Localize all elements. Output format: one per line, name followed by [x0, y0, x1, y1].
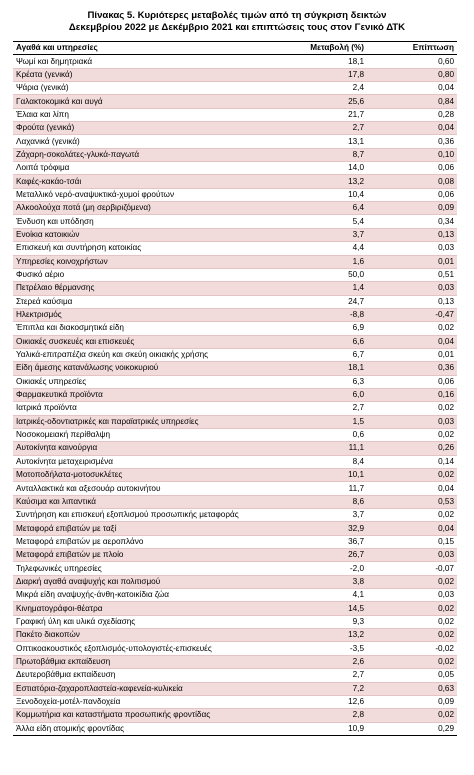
cell-item: Μικρά είδη αναψυχής-άνθη-κατοικίδια ζώα — [13, 589, 277, 602]
cell-change: 6,9 — [277, 322, 367, 335]
table-row — [13, 655, 457, 668]
cell-impact: 0,15 — [367, 535, 457, 548]
cell-impact: 0,08 — [367, 175, 457, 188]
cell-item: Λοιπά τρόφιμα — [13, 162, 277, 175]
cell-item: Κομμωτήρια και καταστήματα προσωπικής φροντίδας — [13, 709, 277, 722]
table-row — [13, 442, 457, 455]
cell-change: 1,4 — [277, 282, 367, 295]
cell-item: Καύσιμα και λιπαντικά — [13, 495, 277, 508]
cell-impact: 0,02 — [367, 629, 457, 642]
table-row — [13, 228, 457, 241]
cell-change: 5,4 — [277, 215, 367, 228]
cell-impact: 0,09 — [367, 202, 457, 215]
cell-item: Αυτοκίνητα μεταχειρισμένα — [13, 455, 277, 468]
cell-change: 4,4 — [277, 242, 367, 255]
cell-item: Μεταφορά επιβατών με πλοίο — [13, 549, 277, 562]
cell-item: Ενοίκια κατοικιών — [13, 228, 277, 241]
table-row — [13, 549, 457, 562]
table-row — [13, 562, 457, 575]
cell-impact: 0,84 — [367, 95, 457, 108]
cell-impact: 0,02 — [367, 402, 457, 415]
cell-item: Ψάρια (γενικά) — [13, 82, 277, 95]
cell-impact: 0,02 — [367, 615, 457, 628]
cell-impact: 0,03 — [367, 242, 457, 255]
table-row — [13, 455, 457, 468]
cell-impact: 0,36 — [367, 362, 457, 375]
table-row — [13, 402, 457, 415]
cell-change: -8,8 — [277, 308, 367, 321]
cell-change: 10,4 — [277, 188, 367, 201]
table-row — [13, 348, 457, 361]
table-row — [13, 55, 457, 68]
cell-change: 6,0 — [277, 388, 367, 401]
price-changes-table — [13, 41, 457, 736]
cell-change: 24,7 — [277, 295, 367, 308]
cell-impact: 0,29 — [367, 722, 457, 735]
cell-item: Εστιατόρια-ζαχαροπλαστεία-καφενεία-κυλικεία — [13, 682, 277, 695]
cell-item: Διαρκή αγαθά αναψυχής και πολιτισμού — [13, 575, 277, 588]
cell-item: Στερεά καύσιμα — [13, 295, 277, 308]
cell-impact: 0,02 — [367, 655, 457, 668]
cell-change: 8,7 — [277, 148, 367, 161]
cell-impact: 0,26 — [367, 442, 457, 455]
table-row — [13, 82, 457, 95]
cell-impact: 0,01 — [367, 255, 457, 268]
cell-change: 3,8 — [277, 575, 367, 588]
table-row — [13, 589, 457, 602]
title-line-1: Πίνακας 5. Κυριότερες μεταβολές τιμών από τη σύγκριση δεικτών — [87, 10, 387, 21]
cell-change: 2,7 — [277, 669, 367, 682]
cell-change: -2,0 — [277, 562, 367, 575]
cell-change: 50,0 — [277, 268, 367, 281]
header-change-percent: Μεταβολή (%) — [277, 42, 367, 55]
cell-item: Είδη άμεσης κατανάλωσης νοικοκυριού — [13, 362, 277, 375]
table-row — [13, 162, 457, 175]
cell-change: 13,1 — [277, 135, 367, 148]
cell-impact: 0,04 — [367, 335, 457, 348]
cell-change: 10,1 — [277, 469, 367, 482]
cell-impact: 0,53 — [367, 495, 457, 508]
table-row — [13, 522, 457, 535]
cell-change: 2,8 — [277, 709, 367, 722]
table-header — [13, 42, 457, 55]
table-row — [13, 242, 457, 255]
cell-change: 3,7 — [277, 228, 367, 241]
table-row — [13, 709, 457, 722]
cell-item: Έλαια και λίπη — [13, 108, 277, 121]
cell-item: Λαχανικά (γενικά) — [13, 135, 277, 148]
cell-item: Ένδυση και υπόδηση — [13, 215, 277, 228]
cell-impact: 0,04 — [367, 82, 457, 95]
cell-change: 1,6 — [277, 255, 367, 268]
cell-item: Οικιακές υπηρεσίες — [13, 375, 277, 388]
cell-change: 11,1 — [277, 442, 367, 455]
cell-item: Ψωμί και δημητριακά — [13, 55, 277, 68]
cell-item: Αυτοκίνητα καινούργια — [13, 442, 277, 455]
cell-item: Αλκοολούχα ποτά (μη σερβιριζόμενα) — [13, 202, 277, 215]
cell-change: 25,6 — [277, 95, 367, 108]
cell-item: Φαρμακευτικά προϊόντα — [13, 388, 277, 401]
cell-change: 14,5 — [277, 602, 367, 615]
cell-impact: 0,80 — [367, 68, 457, 81]
cell-change: 6,3 — [277, 375, 367, 388]
cell-impact: 0,05 — [367, 669, 457, 682]
cell-change: 3,7 — [277, 509, 367, 522]
table-row — [13, 722, 457, 735]
cell-change: 18,1 — [277, 55, 367, 68]
table-row — [13, 615, 457, 628]
table-row — [13, 535, 457, 548]
cell-impact: 0,16 — [367, 388, 457, 401]
cell-change: 21,7 — [277, 108, 367, 121]
cell-change: 0,6 — [277, 428, 367, 441]
cell-item: Νοσοκομειακή περίθαλψη — [13, 428, 277, 441]
cell-impact: 0,51 — [367, 268, 457, 281]
table-row — [13, 322, 457, 335]
table-row — [13, 308, 457, 321]
table-row — [13, 148, 457, 161]
cell-item: Μεταφορά επιβατών με αεροπλάνο — [13, 535, 277, 548]
cell-item: Καφές-κακάο-τσάι — [13, 175, 277, 188]
cell-impact: 0,02 — [367, 322, 457, 335]
cell-item: Ανταλλακτικά και αξεσουάρ αυτοκινήτου — [13, 482, 277, 495]
cell-impact: 0,36 — [367, 135, 457, 148]
cell-item: Υαλικά-επιτραπέζια σκεύη και σκεύη οικιακής χρήσης — [13, 348, 277, 361]
cell-impact: 0,63 — [367, 682, 457, 695]
cell-item: Κινηματογράφοι-θέατρα — [13, 602, 277, 615]
cell-item: Τηλεφωνικές υπηρεσίες — [13, 562, 277, 575]
cell-change: 2,7 — [277, 122, 367, 135]
cell-change: 1,5 — [277, 415, 367, 428]
cell-impact: 0,04 — [367, 522, 457, 535]
table-row — [13, 375, 457, 388]
cell-item: Ξενοδοχεία-μοτέλ-πανδοχεία — [13, 695, 277, 708]
cell-change: 18,1 — [277, 362, 367, 375]
table-row — [13, 415, 457, 428]
table-row — [13, 68, 457, 81]
cell-item: Κρέατα (γενικά) — [13, 68, 277, 81]
cell-impact: 0,02 — [367, 428, 457, 441]
cell-impact: 0,06 — [367, 188, 457, 201]
table-row — [13, 268, 457, 281]
table-row — [13, 108, 457, 121]
cell-item: Συντήρηση και επισκευή εξοπλισμού προσωπικής μεταφοράς — [13, 509, 277, 522]
cell-item: Έπιπλα και διακοσμητικά είδη — [13, 322, 277, 335]
table-body — [13, 55, 457, 736]
table-row — [13, 602, 457, 615]
cell-item: Πρωτοβάθμια εκπαίδευση — [13, 655, 277, 668]
table-row — [13, 695, 457, 708]
table-row — [13, 188, 457, 201]
cell-change: 12,6 — [277, 695, 367, 708]
cell-item: Ηλεκτρισμός — [13, 308, 277, 321]
cell-item: Πετρέλαιο θέρμανσης — [13, 282, 277, 295]
cell-item: Ιατρικά προϊόντα — [13, 402, 277, 415]
cell-impact: 0,03 — [367, 589, 457, 602]
cell-impact: -0,07 — [367, 562, 457, 575]
cell-item: Ζάχαρη-σοκολάτες-γλυκά-παγωτά — [13, 148, 277, 161]
cell-impact: 0,02 — [367, 602, 457, 615]
table-row — [13, 669, 457, 682]
table-row — [13, 682, 457, 695]
cell-impact: -0,47 — [367, 308, 457, 321]
cell-impact: 0,60 — [367, 55, 457, 68]
cell-impact: 0,13 — [367, 228, 457, 241]
cell-impact: 0,14 — [367, 455, 457, 468]
cell-impact: 0,04 — [367, 482, 457, 495]
table-row — [13, 495, 457, 508]
table-row — [13, 575, 457, 588]
cell-change: 2,7 — [277, 402, 367, 415]
cell-change: 10,9 — [277, 722, 367, 735]
cell-item: Άλλα είδη ατομικής φροντίδας — [13, 722, 277, 735]
cell-item: Ιατρικές-οδοντιατρικές και παραϊατρικές υπηρεσίες — [13, 415, 277, 428]
cell-change: 9,3 — [277, 615, 367, 628]
cell-impact: 0,06 — [367, 162, 457, 175]
cell-item: Φυσικό αέριο — [13, 268, 277, 281]
header-goods-services: Αγαθά και υπηρεσίες — [13, 42, 277, 55]
cell-impact: 0,03 — [367, 282, 457, 295]
cell-change: -3,5 — [277, 642, 367, 655]
cell-item: Δευτεροβάθμια εκπαίδευση — [13, 669, 277, 682]
cell-impact: 0,06 — [367, 375, 457, 388]
cell-impact: 0,02 — [367, 509, 457, 522]
cell-item: Οπτικοακουστικός εξοπλισμός-υπολογιστές-επισκευές — [13, 642, 277, 655]
table-row — [13, 362, 457, 375]
table-row — [13, 255, 457, 268]
table-row — [13, 482, 457, 495]
cell-change: 13,2 — [277, 175, 367, 188]
cell-impact: 0,10 — [367, 148, 457, 161]
cell-item: Μεταφορά επιβατών με ταξί — [13, 522, 277, 535]
cell-impact: 0,02 — [367, 709, 457, 722]
cell-impact: 0,13 — [367, 295, 457, 308]
cell-impact: 0,01 — [367, 348, 457, 361]
table-title — [0, 0, 474, 34]
cell-change: 13,2 — [277, 629, 367, 642]
cell-change: 6,7 — [277, 348, 367, 361]
table-row — [13, 95, 457, 108]
cell-item: Γραφική ύλη και υλικά σχεδίασης — [13, 615, 277, 628]
cell-change: 17,8 — [277, 68, 367, 81]
table-row — [13, 282, 457, 295]
cell-item: Μοτοποδήλατα-μοτοσυκλέτες — [13, 469, 277, 482]
cell-change: 2,6 — [277, 655, 367, 668]
cell-item: Φρούτα (γενικά) — [13, 122, 277, 135]
cell-impact: 0,02 — [367, 575, 457, 588]
table-row — [13, 428, 457, 441]
table-row — [13, 175, 457, 188]
title-line-2: Δεκεμβρίου 2022 με Δεκέμβριο 2021 και επιπτώσεις τους στον Γενικό ΔΤΚ — [68, 22, 406, 33]
table-row — [13, 388, 457, 401]
table-row — [13, 469, 457, 482]
header-row — [13, 42, 457, 55]
cell-change: 26,7 — [277, 549, 367, 562]
cell-change: 6,4 — [277, 202, 367, 215]
cell-impact: 0,04 — [367, 122, 457, 135]
cell-change: 14,0 — [277, 162, 367, 175]
header-impact: Επίπτωση — [367, 42, 457, 55]
cell-impact: 0,02 — [367, 469, 457, 482]
cell-change: 2,4 — [277, 82, 367, 95]
cell-item: Οικιακές συσκευές και επισκευές — [13, 335, 277, 348]
cell-change: 32,9 — [277, 522, 367, 535]
cell-change: 6,6 — [277, 335, 367, 348]
cell-change: 7,2 — [277, 682, 367, 695]
cell-change: 36,7 — [277, 535, 367, 548]
table-row — [13, 295, 457, 308]
table-row — [13, 122, 457, 135]
cell-impact: 0,03 — [367, 415, 457, 428]
table-row — [13, 642, 457, 655]
table-row — [13, 509, 457, 522]
cell-impact: 0,03 — [367, 549, 457, 562]
table-row — [13, 135, 457, 148]
table-row — [13, 629, 457, 642]
cell-item: Γαλακτοκομικά και αυγά — [13, 95, 277, 108]
table-row — [13, 215, 457, 228]
cell-impact: 0,34 — [367, 215, 457, 228]
cell-impact: 0,09 — [367, 695, 457, 708]
cell-change: 8,4 — [277, 455, 367, 468]
cell-change: 8,6 — [277, 495, 367, 508]
cell-item: Υπηρεσίες κοινοχρήστων — [13, 255, 277, 268]
cell-item: Πακέτο διακοπών — [13, 629, 277, 642]
cell-impact: -0,02 — [367, 642, 457, 655]
cell-change: 4,1 — [277, 589, 367, 602]
cell-impact: 0,28 — [367, 108, 457, 121]
cell-change: 11,7 — [277, 482, 367, 495]
table-row — [13, 335, 457, 348]
cell-item: Μεταλλικό νερό-αναψυκτικά-χυμοί φρούτων — [13, 188, 277, 201]
cell-item: Επισκευή και συντήρηση κατοικίας — [13, 242, 277, 255]
table-row — [13, 202, 457, 215]
